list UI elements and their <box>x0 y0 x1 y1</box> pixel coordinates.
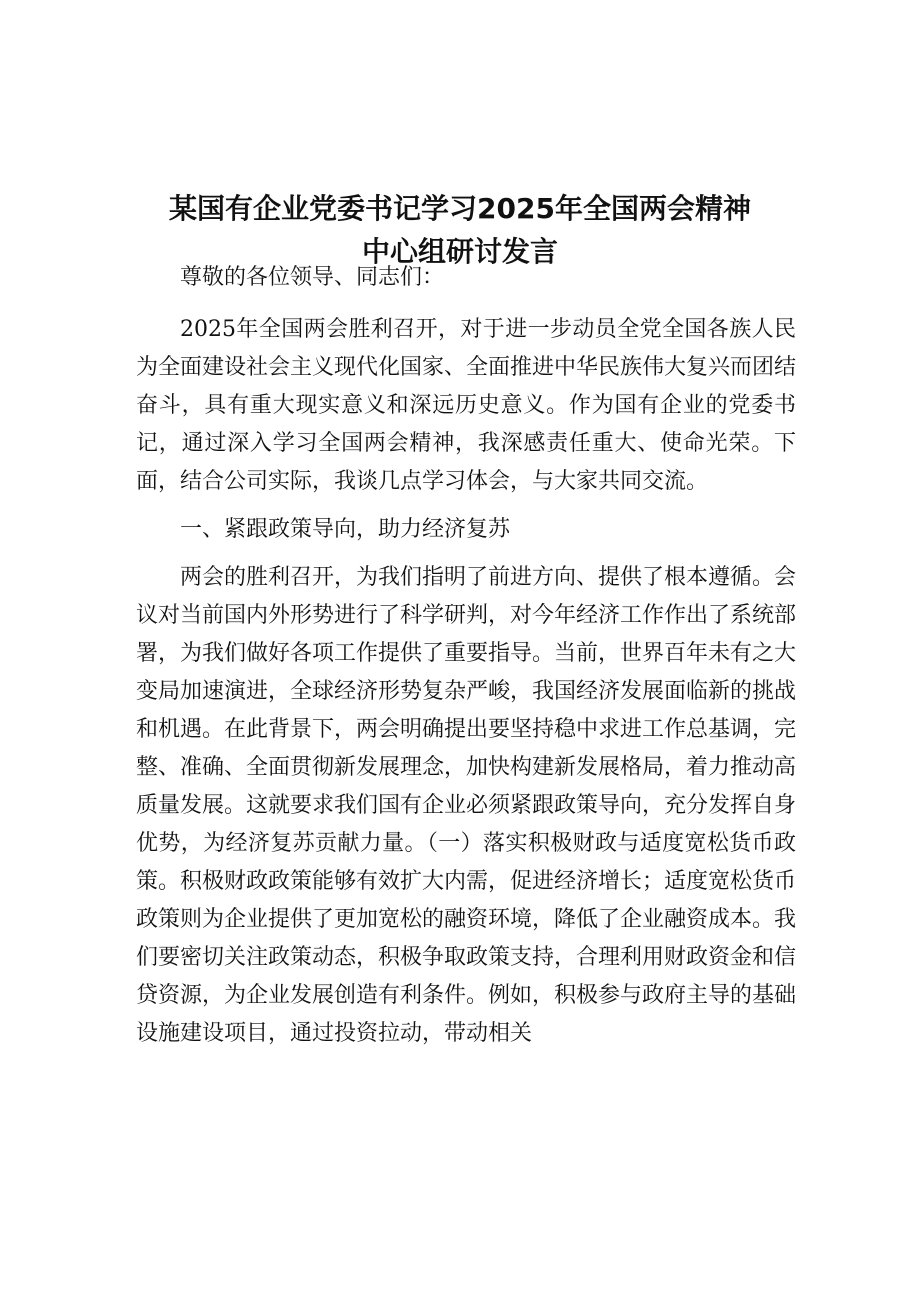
section-heading-1: 一、紧跟政策导向，助力经济复苏 <box>180 517 511 542</box>
title-line-2: 中心组研讨发言 <box>361 234 558 268</box>
title-line-1: 某国有企业党委书记学习2025年全国两会精神 <box>169 191 751 225</box>
document-body <box>136 259 796 1063</box>
salutation: 尊敬的各位领导、同志们： <box>180 265 445 290</box>
paragraph-section-1: 两会的胜利召开，为我们指明了前进方向、提供了根本遵循。会议对当前国内外形势进行了科学研判，对今年经济工作作出了系统部署，为我们做好各项工作提供了重要指导。当前，世界百年未有之大变局加速演进，全球经济形势复杂严峻，我国经济发展面临新的挑战和机遇。在此背景下，两会明确提出要坚持稳中求进工作总基调，完整、准确、全面贯彻新发展理念，加快构建新发展格局，着力推动高质量发展。这就要求我们国有企业必须紧跟政策导向，充分发挥自身优势，为经济复苏贡献力量。（一）落实积极财政与适度宽松货币政策。积极财政政策能够有效扩大内需，促进经济增长；适度宽松货币政策则为企业提供了更加宽松的融资环境，降低了企业融资成本。我们要密切关注政策动态，积极争取政策支持，合理利用财政资金和信贷资源，为企业发展创造有利条件。例如，积极参与政府主导的基础设施建设项目，通过投资拉动，带动相关 <box>136 565 797 1046</box>
paragraph-intro: 2025年全国两会胜利召开，对于进一步动员全党全国各族人民为全面建设社会主义现代化国家、全面推进中华民族伟大复兴而团结奋斗，具有重大现实意义和深远历史意义。作为国有企业的党委书记，通过深入学习全国两会精神，我深感责任重大、使命光荣。下面，结合公司实际，我谈几点学习体会，与大家共同交流。 <box>136 317 797 494</box>
